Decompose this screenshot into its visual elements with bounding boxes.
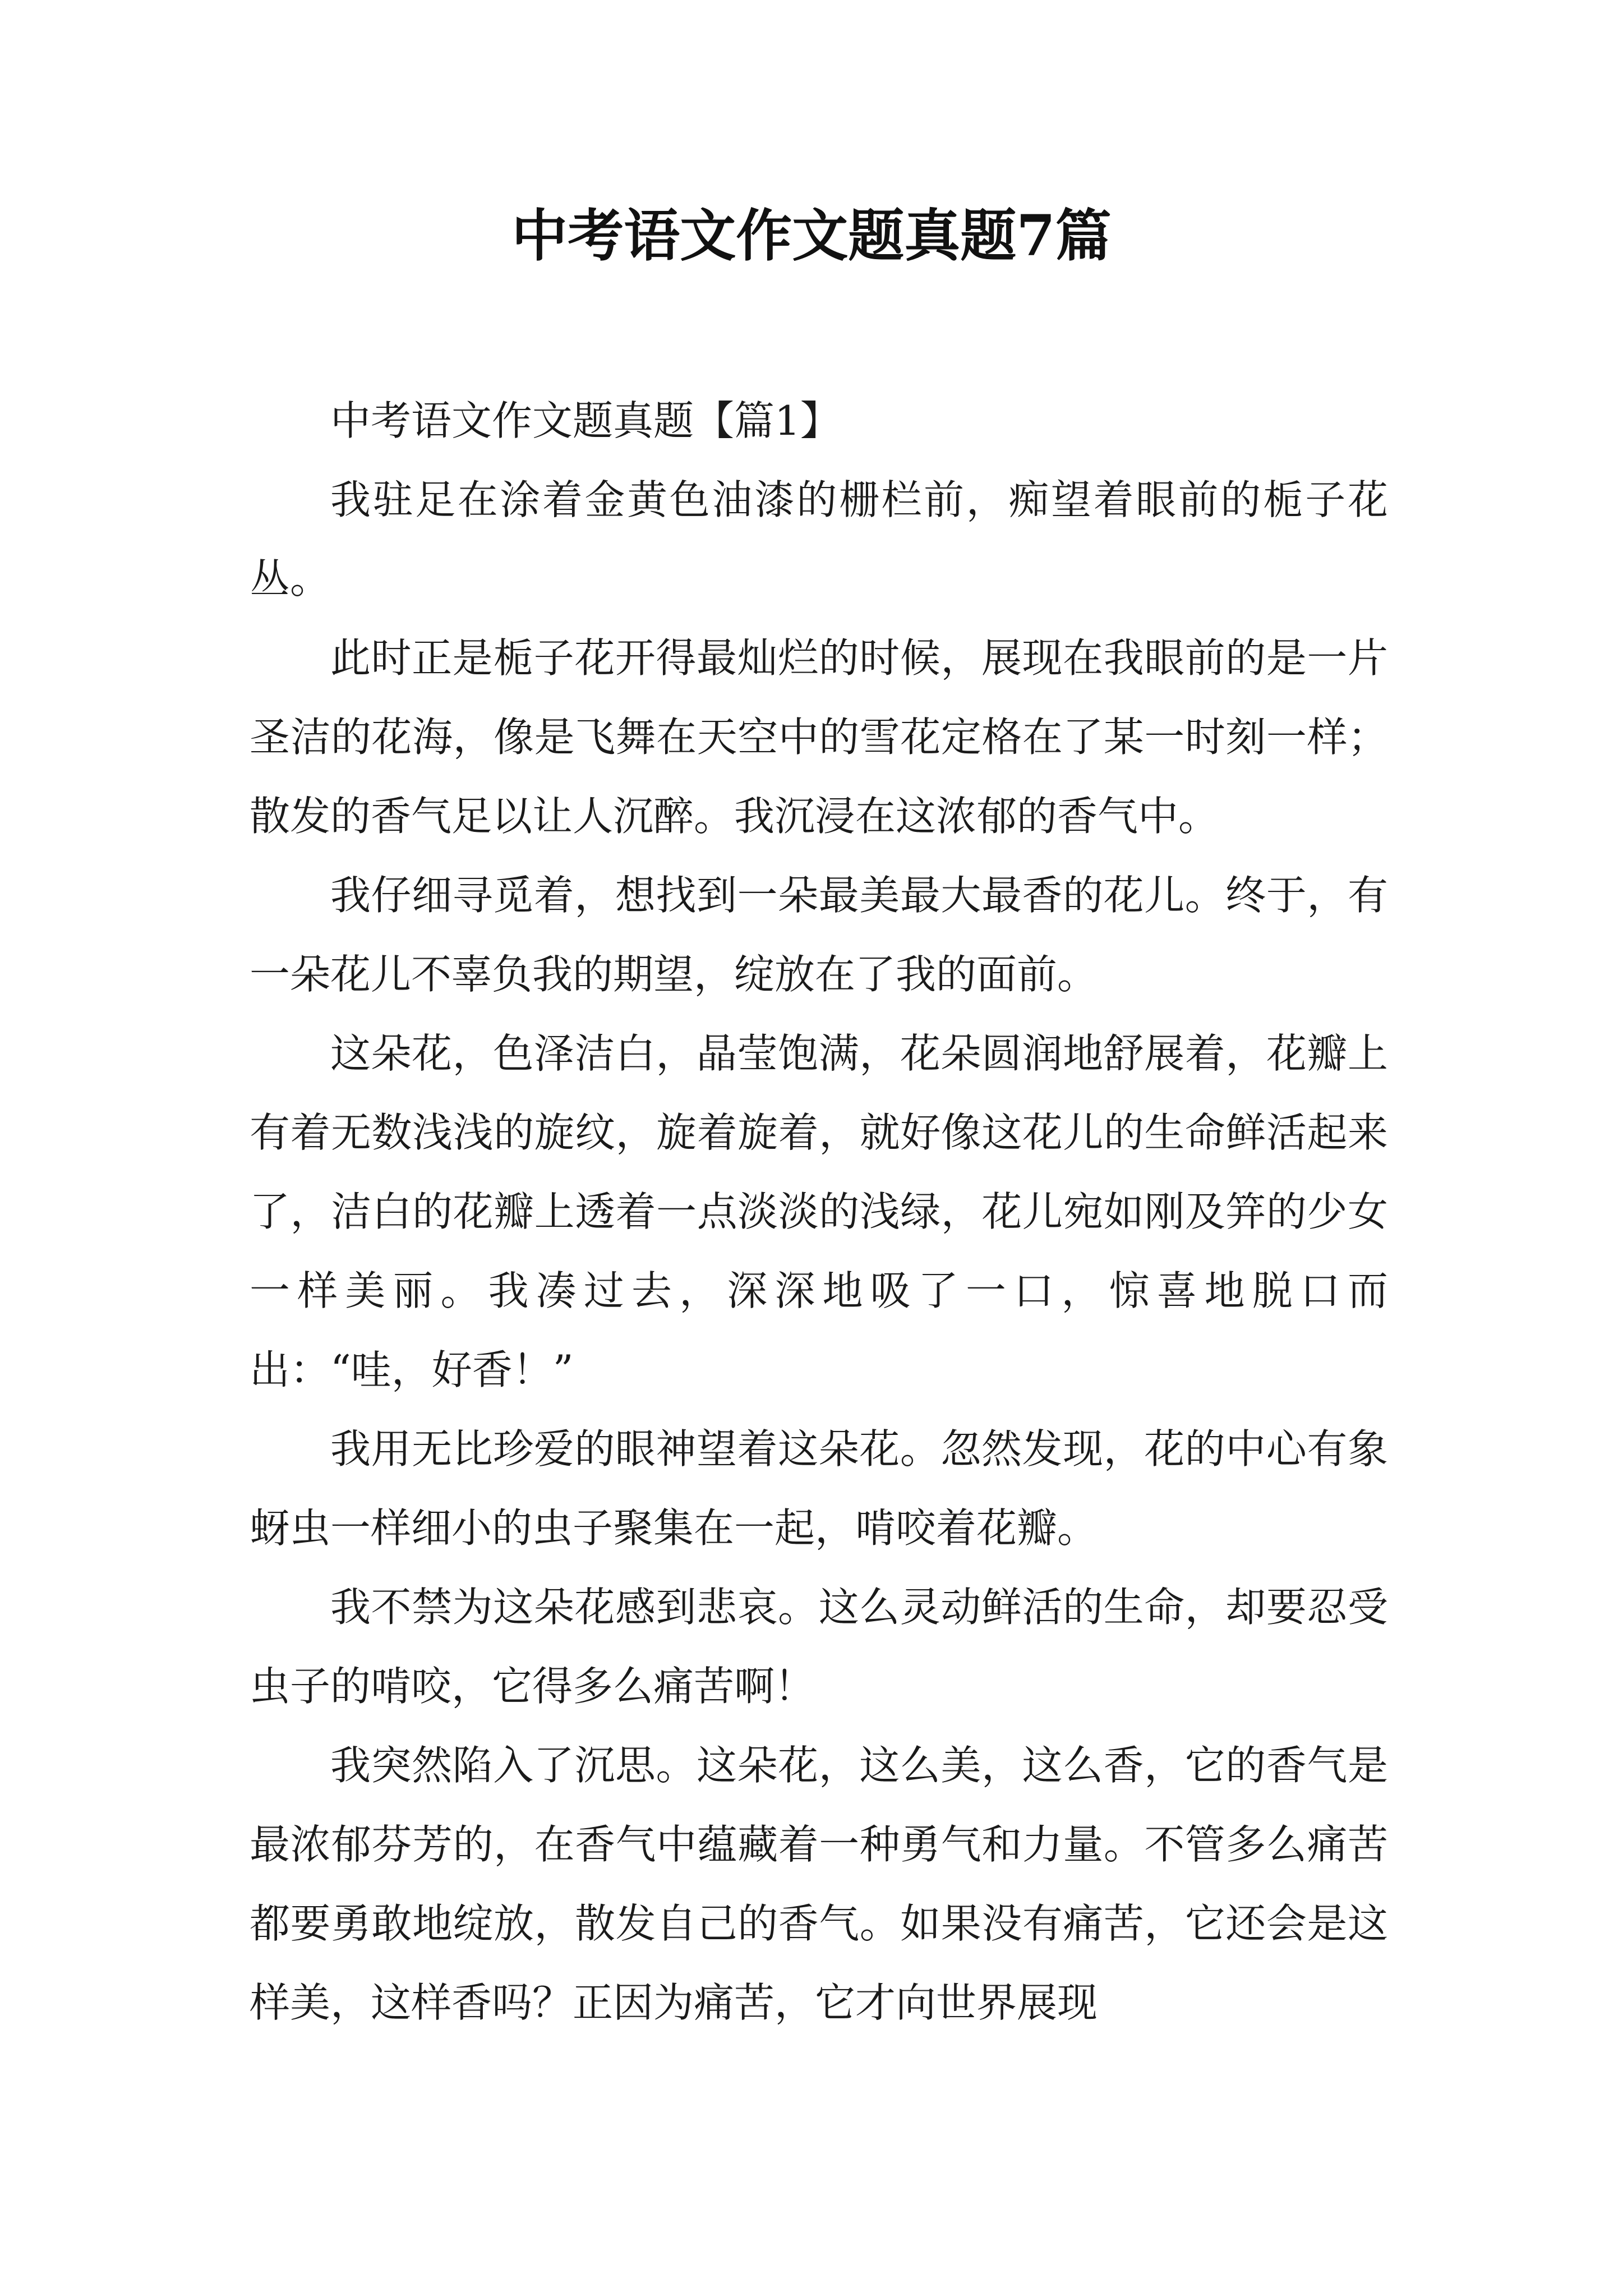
paragraph: 这朵花，色泽洁白，晶莹饱满，花朵圆润地舒展着，花瓣上有着无数浅浅的旋纹，旋着旋着，就好像这花儿的生命鲜活起来了，洁白的花瓣上透着一点淡淡的浅绿，花儿宛如刚及笄的少女一样美丽。我凑过去，深深地吸了一口，惊喜地脱口而出：“哇，好香！” bbox=[250, 1030, 1388, 1393]
section-heading: 中考语文作文题真题【篇1】 bbox=[330, 397, 841, 444]
document-title: 中考语文作文题真题7篇 bbox=[511, 203, 1112, 269]
paragraph: 此时正是栀子花开得最灿烂的时候，展现在我眼前的是一片圣洁的花海，像是飞舞在天空中的雪花定格在了某一时刻一样；散发的香气足以让人沉醉。我沉浸在这浓郁的香气中。 bbox=[250, 634, 1388, 840]
paragraph: 我不禁为这朵花感到悲哀。这么灵动鲜活的生命，却要忍受虫子的啃咬，它得多么痛苦啊！ bbox=[250, 1584, 1388, 1710]
paragraph: 我驻足在涂着金黄色油漆的栅栏前，痴望着眼前的栀子花丛。 bbox=[250, 476, 1388, 602]
document-body bbox=[250, 381, 1388, 2042]
paragraph: 我仔细寻觅着，想找到一朵最美最大最香的花儿。终于，有一朵花儿不辜负我的期望，绽放在了我的面前。 bbox=[250, 872, 1388, 998]
paragraph: 我用无比珍爱的眼神望着这朵花。忽然发现，花的中心有象蚜虫一样细小的虫子聚集在一起，啃咬着花瓣。 bbox=[250, 1425, 1388, 1552]
paragraph: 我突然陷入了沉思。这朵花，这么美，这么香，它的香气是最浓郁芬芳的，在香气中蕴藏着一种勇气和力量。不管多么痛苦都要勇敢地绽放，散发自己的香气。如果没有痛苦，它还会是这样美，这样香吗？正因为痛苦，它才向世界展现 bbox=[250, 1742, 1388, 2026]
